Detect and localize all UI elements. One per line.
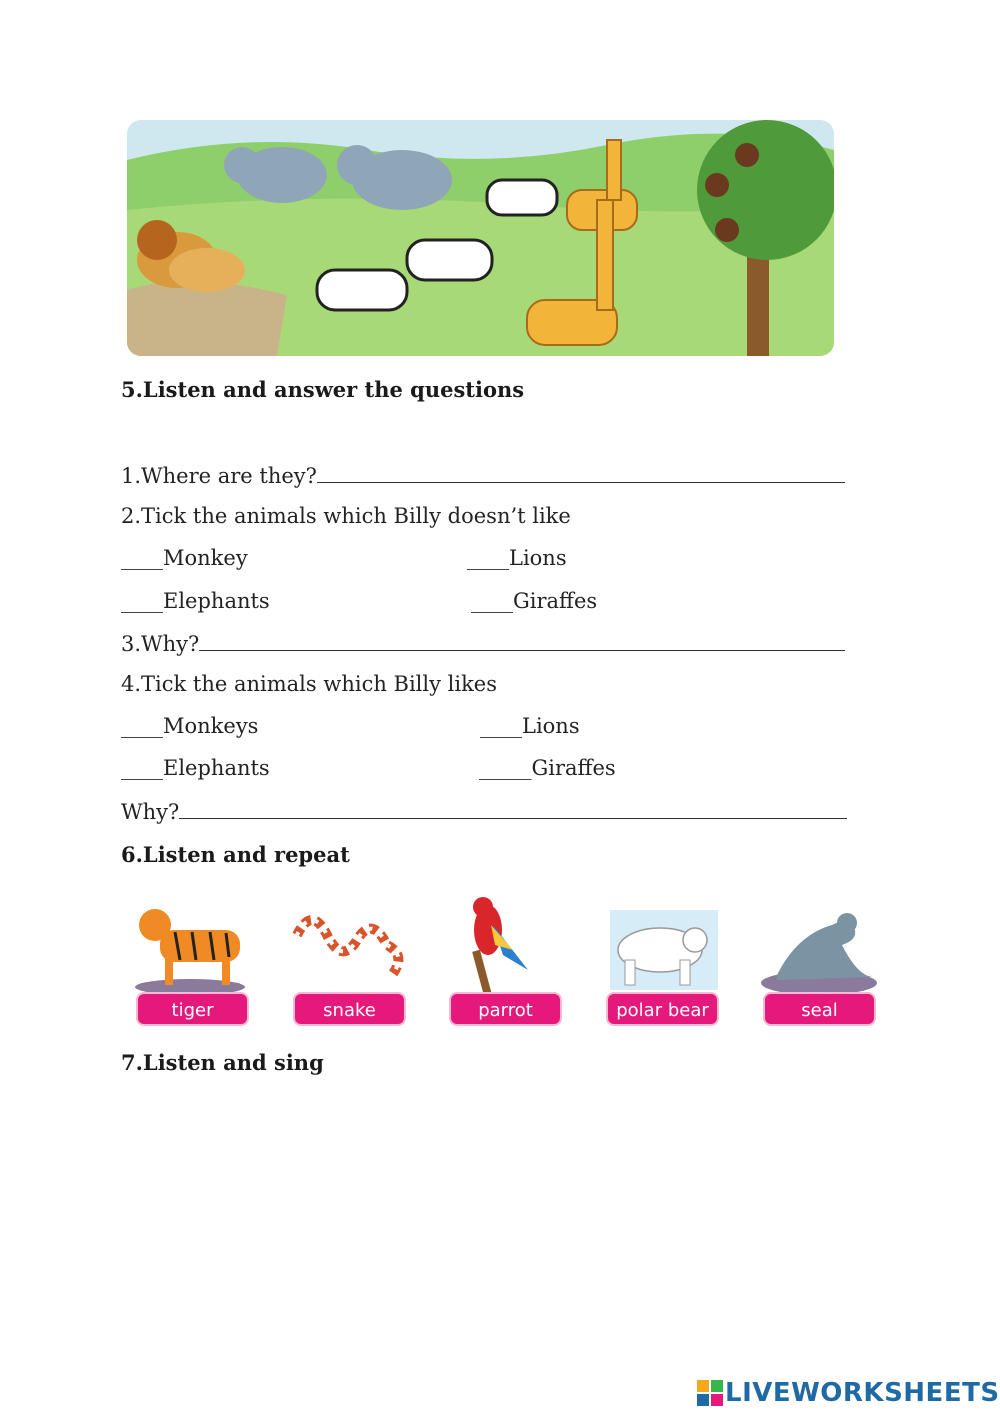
- animal-card-polar-bear: [600, 895, 725, 1030]
- tiger-image: [130, 895, 255, 995]
- option-elephants-2[interactable]: ____Elephants: [121, 756, 270, 780]
- answer-3-blank[interactable]: [199, 630, 845, 651]
- section-6-title: 6.Listen and repeat: [121, 842, 350, 867]
- parrot-image: [443, 895, 568, 995]
- question-3: [121, 630, 845, 656]
- question-2: 2.Tick the animals which Billy doesn’t like: [121, 504, 571, 528]
- section-5-title: 5.Listen and answer the questions: [121, 377, 525, 402]
- option-elephants[interactable]: ____Elephants: [121, 589, 270, 613]
- answer-1-blank[interactable]: [317, 462, 845, 483]
- safari-scene-image: [127, 120, 834, 356]
- label-seal: seal: [763, 992, 876, 1026]
- option-giraffes-2[interactable]: _____Giraffes: [479, 756, 616, 780]
- option-monkey[interactable]: ____Monkey: [121, 546, 248, 570]
- liveworksheets-logo: [697, 1377, 1000, 1409]
- question-1: [121, 462, 845, 488]
- seal-image: [757, 895, 882, 995]
- snake-image: [287, 895, 412, 995]
- question-3-label: 3.Why?: [121, 632, 200, 656]
- answer-5-blank[interactable]: [179, 798, 847, 819]
- animal-card-seal: [757, 895, 882, 1030]
- question-5-label: Why?: [121, 800, 180, 824]
- option-giraffes[interactable]: ____Giraffes: [471, 589, 598, 613]
- animal-card-tiger: [130, 895, 255, 1030]
- question-5: [121, 798, 847, 824]
- label-snake: snake: [293, 992, 406, 1026]
- option-lions[interactable]: ____Lions: [467, 546, 567, 570]
- animal-card-snake: [287, 895, 412, 1030]
- liveworksheets-wordmark: LIVEWORKSHEETS: [725, 1378, 1000, 1408]
- liveworksheets-logo-icon: [697, 1380, 723, 1406]
- section-7-title: 7.Listen and sing: [121, 1050, 324, 1075]
- question-4: 4.Tick the animals which Billy likes: [121, 672, 498, 696]
- label-tiger: tiger: [136, 992, 249, 1026]
- label-parrot: parrot: [449, 992, 562, 1026]
- question-1-label: 1.Where are they?: [121, 464, 317, 488]
- animal-card-parrot: [443, 895, 568, 1030]
- option-monkeys[interactable]: ____Monkeys: [121, 714, 259, 738]
- option-lions-2[interactable]: ____Lions: [480, 714, 580, 738]
- label-polar-bear: polar bear: [606, 992, 719, 1026]
- polar-bear-image: [600, 895, 725, 995]
